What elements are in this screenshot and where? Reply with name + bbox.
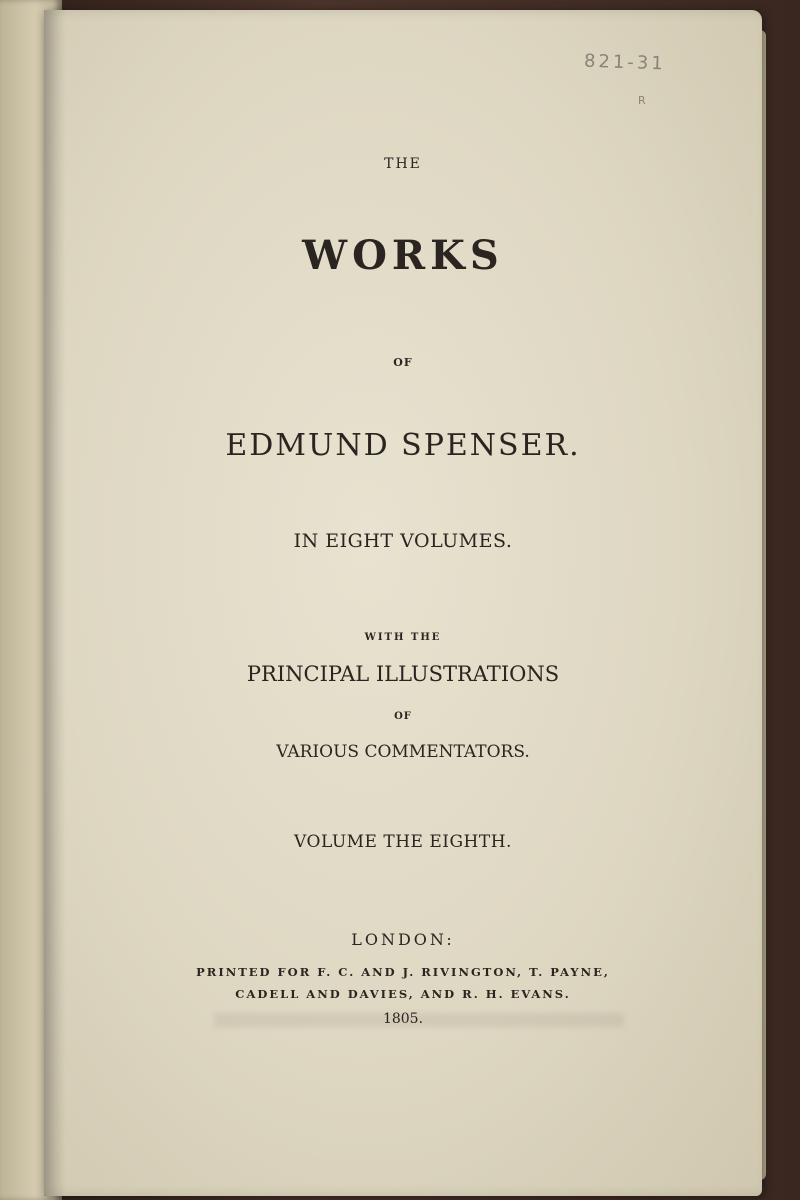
principal-illustrations: PRINCIPAL ILLUSTRATIONS [246,662,560,686]
author-name: EDMUND SPENSER. [225,428,581,463]
with-the: WITH THE [364,632,442,643]
title-page [44,10,762,1196]
imprint-printers-line-1: PRINTED FOR F. C. AND J. RIVINGTON, T. PAYNE, [196,965,610,979]
of-connector: OF [394,711,412,722]
shelfmark-handwritten: 821-31 [583,50,667,75]
title-the: THE [384,156,422,172]
volume-count: IN EIGHT VOLUMES. [293,530,513,552]
various-commentators: VARIOUS COMMENTATORS. [276,742,530,762]
volume-number: VOLUME THE EIGHTH. [294,832,512,852]
imprint-place: LONDON: [351,930,455,949]
shelfmark-mark: R [638,94,646,107]
imprint-year: 1805. [382,1011,424,1027]
imprint-printers-line-2: CADELL AND DAVIES, AND R. H. EVANS. [235,987,571,1001]
title-works: WORKS [302,232,504,279]
gutter-shadow [44,10,66,1196]
title-of: OF [393,356,413,369]
